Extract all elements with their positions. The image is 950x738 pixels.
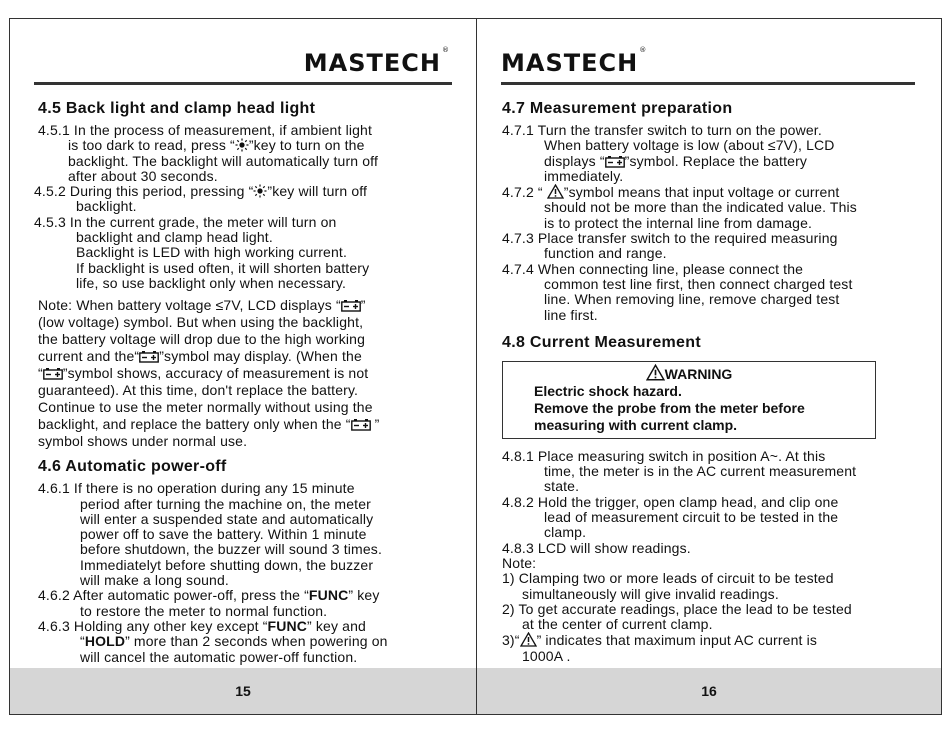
text-line: before shutdown, the buzzer will sound 3 times. [80,541,382,558]
battery-icon [341,300,361,312]
text-line: “ ”symbol shows, accuracy of measurement is not [38,365,369,382]
text-line: backlight and clamp head light. [76,229,273,246]
text-line: 2) To get accurate readings, place the lead to be tested [502,600,852,617]
header-rule [501,82,915,85]
sun-icon [253,184,267,198]
text-line: 4.5.1 In the process of measurement, if ambient light [38,122,373,138]
text-line: 4.5.3 In the current grade, the meter will turn on [34,213,337,230]
text-line: Continue to use the meter normally without using the [38,399,373,416]
warning-line: Electric shock hazard. [534,382,682,399]
text-line: will enter a suspended state and automatically [80,510,374,527]
text-line: Note: When battery voltage ≤7V, LCD displays “ ” [38,297,366,314]
page-number: 16 [701,683,717,699]
text-line: (low voltage) symbol. But when using the backlight, [38,314,364,331]
header-rule [34,82,452,85]
section-4-5-title: 4.5 Back light and clamp head light [38,100,316,117]
text-line: 4.5.2 During this period, pressing “ ”key will turn off [34,183,368,200]
sun-icon [235,138,249,152]
text-line: 4.6.2 After automatic power-off, press the “FUNC” key [38,587,380,604]
section-4-6-title: 4.6 Automatic power-off [38,458,227,476]
warning-triangle-icon [547,184,564,199]
text-line: power off to save the battery. Within 1 minute [80,526,367,543]
text-line: line. When removing line, remove charged test [544,291,840,308]
brand-logo: MASTECH® [501,46,648,77]
text-line: function and range. [544,245,667,262]
text-line: 1) Clamping two or more leads of circuit to be tested [502,570,834,587]
text-line: will cancel the automatic power-off function. [80,648,358,665]
text-line: time, the meter is in the AC current measurement [544,463,857,480]
section-4-7-body [502,123,927,323]
text-line: 4.7.1 Turn the transfer switch to turn on the power. [502,122,822,138]
page-footer [10,668,476,714]
text-line: is too dark to read, press “ ”key to turn on the [68,137,365,154]
text-line: Note: [502,554,537,571]
page-footer [477,668,941,714]
section-4-5-body [34,122,458,291]
text-line: 4.8.3 LCD will show readings. [502,539,691,556]
page-right-content [502,99,927,664]
text-line: period after turning the machine on, the meter [80,495,371,512]
text-line: displays “ ”symbol. Replace the battery [544,152,808,169]
text-line: at the center of current clamp. [522,616,713,633]
text-line: immediately. [544,167,624,184]
text-line: backlight, and replace the battery only when the “ ” [38,416,380,433]
battery-icon [605,156,625,168]
text-line: backlight. [76,198,137,215]
text-line: will make a long sound. [80,572,229,589]
text-line: is to protect the internal line from damage. [544,214,813,231]
warning-triangle-icon [646,364,665,381]
warning-line: measuring with current clamp. [534,416,738,433]
battery-icon [139,351,159,363]
text-line: 4.7.2 “ ”symbol means that input voltage or current [502,184,840,201]
text-line: 4.7.3 Place transfer switch to the required measuring [502,230,838,247]
section-4-8-title: 4.8 Current Measurement [502,333,701,351]
text-line: “HOLD” more than 2 seconds when powering on [80,633,388,650]
text-line: If backlight is used often, it will shorten battery [76,259,370,276]
battery-icon [351,419,371,431]
text-line: clamp. [544,524,587,541]
text-line: When battery voltage is low (about ≤7V), LCD [544,137,835,154]
text-line: common test line first, then connect charged test [544,275,853,292]
text-line: 1000A . [522,647,571,664]
text-line: backlight. The backlight will automatically turn off [68,152,378,169]
warning-triangle-icon [520,632,537,647]
warning-box [502,361,876,439]
text-line: to restore the meter to normal function. [80,602,328,619]
text-line: life, so use backlight only when necessary. [76,274,346,291]
text-line: after about 30 seconds. [68,167,218,184]
text-line: state. [544,478,580,495]
section-4-6-body [38,481,458,665]
text-line: Immediatelyt before shutting down, the buzzer [80,556,374,573]
text-line: should not be more than the indicated value. This [544,199,857,216]
section-4-7-title: 4.7 Measurement preparation [502,100,733,117]
text-line: 4.8.1 Place measuring switch in position A~. At this [502,447,826,464]
note-block [38,297,458,450]
brand-logo: MASTECH® [303,46,450,77]
page-left-content [34,99,458,665]
text-line: guaranteed). At this time, don't replace the battery. [38,382,359,399]
text-line: lead of measurement circuit to be tested in the [544,509,839,526]
text-line: 4.7.4 When connecting line, please connect the [502,260,804,277]
page-number: 15 [235,683,251,699]
battery-icon [43,368,63,380]
page-right [476,18,942,715]
text-line: the battery voltage will drop due to the high working [38,331,366,348]
text-line: 4.6.3 Holding any other key except “FUNC” key and [38,617,366,634]
page-left [9,18,477,715]
text-line: 4.6.1 If there is no operation during any 15 minute [38,480,355,497]
text-line: simultaneously will give invalid readings. [522,585,779,602]
section-4-8-body [502,449,927,664]
text-line: 3)“ ” indicates that maximum input AC current is [502,632,818,649]
text-line: symbol shows under normal use. [38,433,248,450]
warning-line: Remove the probe from the meter before [534,399,805,416]
text-line: Backlight is LED with high working current. [76,244,348,261]
text-line: 4.8.2 Hold the trigger, open clamp head, and clip one [502,493,839,510]
warning-title: WARNING [503,364,875,383]
text-line: line first. [544,306,598,323]
text-line: current and the“ ”symbol may display. (When the [38,348,362,365]
